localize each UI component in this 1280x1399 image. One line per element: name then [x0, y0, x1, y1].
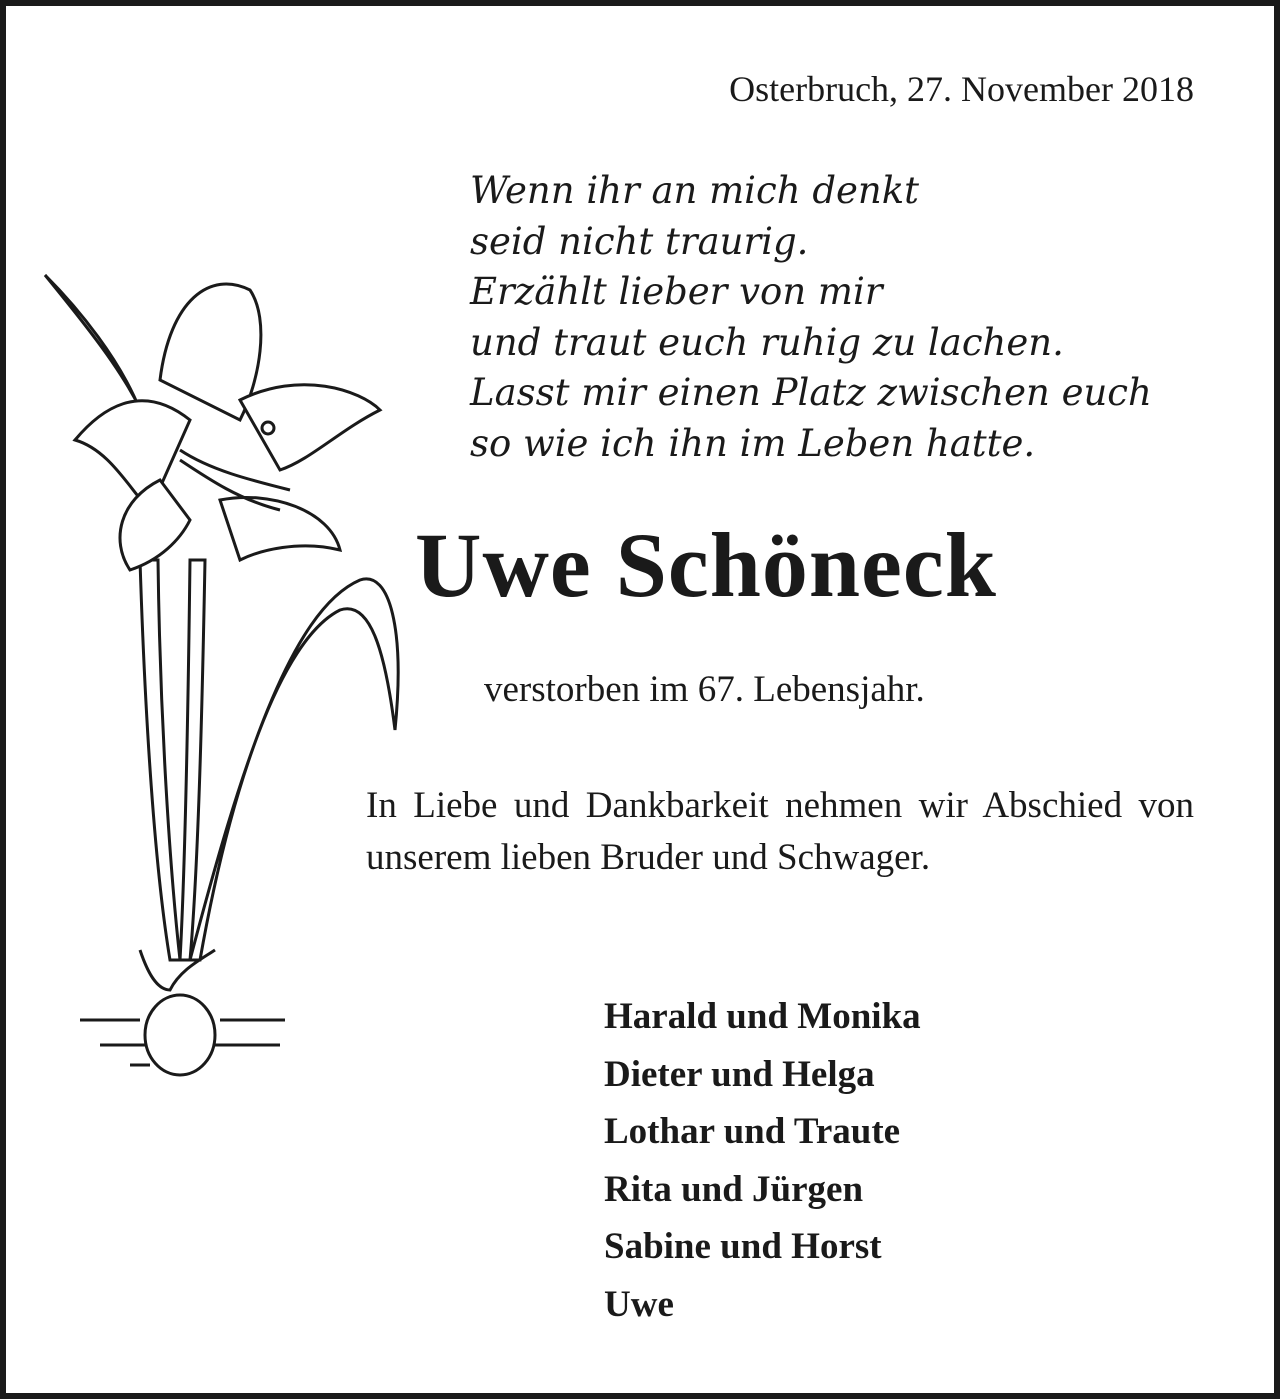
poem-line: Wenn ihr an mich denkt — [470, 169, 920, 212]
deceased-name: Uwe Schöneck — [415, 514, 997, 616]
poem — [470, 166, 1152, 469]
amaryllis-illustration — [40, 270, 410, 1100]
mourners-list — [604, 988, 921, 1333]
place-and-date: Osterbruch, 27. November 2018 — [729, 69, 1194, 109]
poem-line: und traut euch ruhig zu lachen. — [470, 320, 1064, 364]
farewell-text: In Liebe und Dankbarkeit nehmen wir Abschied von unserem lieben Bruder und Schwager. — [366, 785, 1194, 878]
poem-line: Erzählt lieber von mir — [470, 270, 883, 313]
poem-line: Lasst mir einen Platz zwischen euch — [470, 371, 1152, 414]
mourner: Dieter und Helga — [604, 1053, 875, 1095]
mourner: Sabine und Horst — [604, 1226, 882, 1267]
mourner: Rita und Jürgen — [604, 1168, 864, 1210]
mourner: Harald und Monika — [604, 996, 921, 1037]
mourner: Lothar und Traute — [604, 1111, 901, 1152]
poem-line: so wie ich ihn im Leben hatte. — [470, 421, 1036, 465]
mourner: Uwe — [604, 1283, 674, 1325]
age-line: verstorben im 67. Lebensjahr. — [484, 669, 925, 710]
poem-line: seid nicht traurig. — [470, 219, 809, 263]
